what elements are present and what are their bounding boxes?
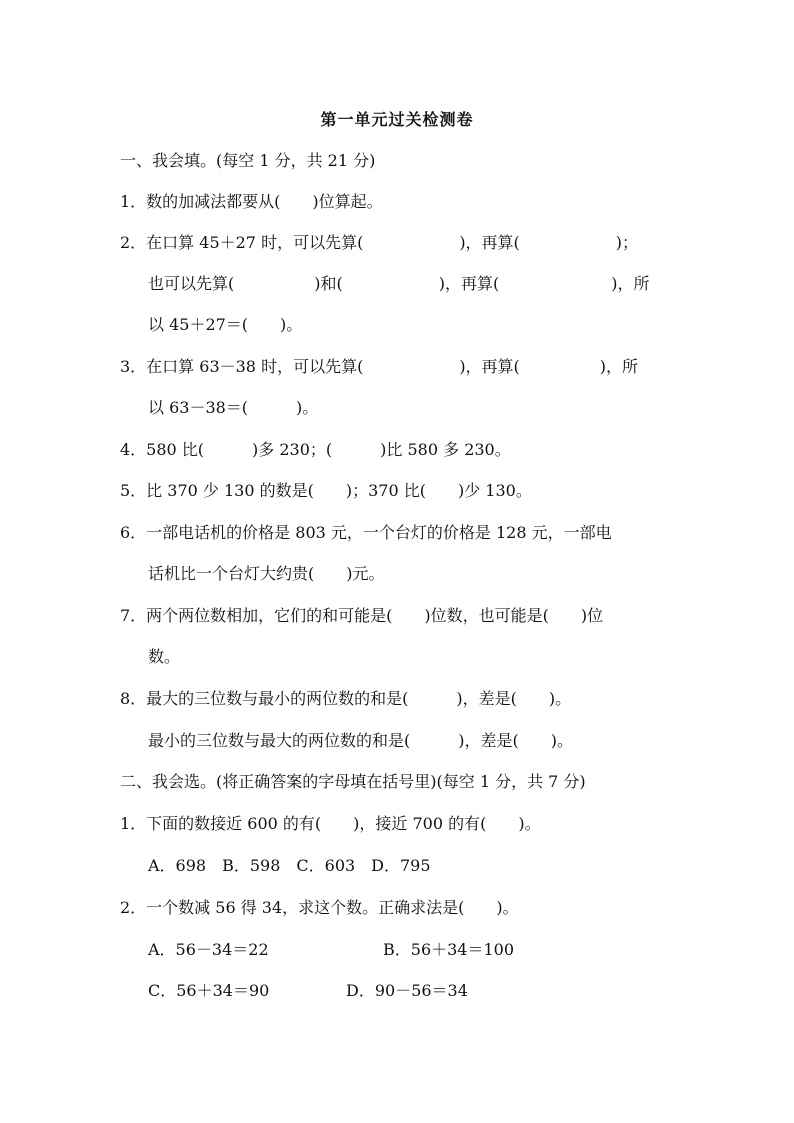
question-2-line-1: 2．在口算 45＋27 时，可以先算( )，再算( )； — [120, 233, 639, 252]
question-7-line-2: 数。 — [148, 647, 181, 666]
question-3-line-1: 3．在口算 63－38 时，可以先算( )，再算( )，所 — [120, 357, 639, 376]
choice-option-b: B．56＋34＝100 — [383, 940, 515, 959]
choice-question-1-options: A．698 B．598 C．603 D．795 — [148, 856, 431, 875]
section-1-heading: 一、我会填。(每空 1 分，共 21 分) — [120, 151, 376, 170]
section-2-heading: 二、我会选。(将正确答案的字母填在括号里)(每空 1 分，共 7 分) — [120, 772, 586, 791]
question-1: 1．数的加减法都要从( )位算起。 — [120, 192, 383, 211]
question-4: 4．580 比( )多 230；( )比 580 多 230。 — [120, 440, 511, 459]
question-5: 5．比 370 少 130 的数是( )；370 比( )少 130。 — [120, 481, 532, 500]
question-2-line-3: 以 45＋27＝( )。 — [148, 315, 303, 334]
choice-question-2: 2．一个数减 56 得 34，求这个数。正确求法是( )。 — [120, 898, 519, 917]
question-8-line-1: 8．最大的三位数与最小的两位数的和是( )，差是( )。 — [120, 689, 572, 708]
question-8-line-2: 最小的三位数与最大的两位数的和是( )，差是( )。 — [148, 731, 573, 750]
choice-option-d: D．90－56＝34 — [346, 981, 468, 1000]
question-3-line-2: 以 63－38＝( )。 — [148, 398, 319, 417]
question-6-line-2: 话机比一个台灯大约贵( )元。 — [148, 564, 385, 583]
question-2-line-2: 也可以先算( )和( )，再算( )，所 — [148, 274, 650, 293]
choice-option-a: A．56－34＝22 — [148, 940, 269, 959]
choice-question-1: 1．下面的数接近 600 的有( )，接近 700 的有( )。 — [120, 814, 541, 833]
question-6-line-1: 6．一部电话机的价格是 803 元，一个台灯的价格是 128 元，一部电 — [120, 523, 612, 542]
page-title: 第一单元过关检测卷 — [320, 110, 474, 129]
choice-option-c: C．56＋34＝90 — [148, 981, 270, 1000]
question-7-line-1: 7．两个两位数相加，它们的和可能是( )位数，也可能是( )位 — [120, 606, 604, 625]
